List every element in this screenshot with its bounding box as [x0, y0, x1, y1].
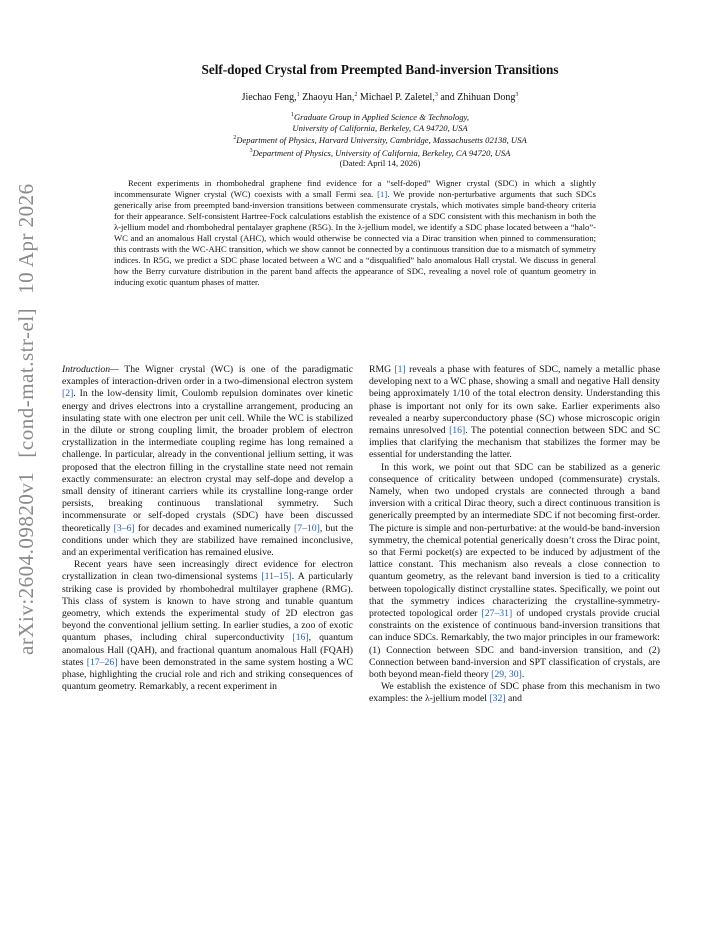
citation-link[interactable]: [27–31]	[481, 608, 513, 620]
citation-link[interactable]: [2]	[62, 388, 74, 400]
citation-link[interactable]: [3–6]	[113, 522, 135, 534]
author-name: Michael P. Zaletel,	[359, 92, 435, 103]
author-list	[100, 92, 660, 103]
paper-title: Self-doped Crystal from Preempted Band-inversion Transitions	[201, 62, 559, 77]
author-name: Zhaoyu Han,	[302, 92, 355, 103]
author-name: Jiechao Feng,	[241, 92, 297, 103]
dated-line: (Dated: April 14, 2026)	[339, 158, 421, 169]
citation-link[interactable]: [7–10]	[294, 522, 320, 534]
citation-link[interactable]: [11–15]	[261, 571, 292, 583]
paragraph: Recent years have seen increasingly direct evidence for electron crystallization in clean two-dimensional systems [11–15]. A particularly striking case is provided by rhombohedral multilayer graphene (RMG). This class of system is known to have strong and tunable quantum geometry, which extends the experimental study of 2D electron gas beyond the conventional jellium setting. In earlier studies, a zoo of exotic quantum phases, including chiral superconductivity [16], quantum anomalous Hall (QAH), and fractional quantum anomalous Hall (FQAH) states [17–26] have been demonstrated in the same system hosting a WC phase, highlighting the crucial role and rich and striking consequences of quantum geometry. Remarkably, a recent experiment in	[62, 559, 353, 693]
paragraph: RMG [1] reveals a phase with features of SDC, namely a metallic phase developing next to a WC phase, showing a small and negative Hall density being approximately 1/10 of the total electron density. Understanding this phase is important not only for its own sake. Earlier experiments also revealed a nearby superconductory phase (SC) whose microscopic origin remains unresolved [16]. The potential connection between SDC and SC implies that clarifying the mechanism that stabilizes the former may be essential for understanding the latter.	[369, 364, 661, 461]
affiliation-line: $^1$Graduate Group in Applied Science & Technology,	[290, 112, 470, 122]
arxiv-date: 10 Apr 2026	[14, 183, 38, 294]
citation-link[interactable]: [32]	[489, 693, 506, 705]
arxiv-id[interactable]: arXiv:2604.09820v1	[14, 471, 38, 655]
citation-link[interactable]: [1]	[377, 189, 388, 200]
section-label: Introduction—	[62, 364, 119, 375]
arxiv-category: [cond-mat.str-el]	[14, 307, 38, 458]
right-column	[369, 364, 660, 706]
author-affil-mark: 3	[515, 92, 519, 98]
affiliation-line: $^3$Department of Physics, University of California, Berkeley, CA 94720, USA	[249, 147, 511, 158]
citation-link[interactable]: [29, 30]	[491, 669, 522, 681]
author-affil-mark: 3	[434, 92, 438, 98]
paragraph: In this work, we point out that SDC can be stabilized as a generic consequence of criticality between undoped (commensurate) crystals. Namely, when two undoped crystals are connected through a band inversion with a critical Dirac theory, such a direct continuous transition is generically preempted by an intermediate SDC if not becoming first-order. The picture is simple and non-perturbative: at the would-be band-inversion symmetry, the chemical potential generically doesn’t cross the Dirac point, so that Fermi pocket(s) are expected to be induced by adjustment of the lattice constant. This mechanism also reveals a close connection to quantum geometry, as the relevant band inversion is tied to a criticality between topologically distinct crystalline states. Specifically, we point out that the symmetry indices characterizing the crystalline-symmetry-protected topological order [27–31] of undoped crystals provide crucial constraints on the existence of continuous band-inversion transitions that can induce SDCs. Remarkably, the two major principles in our framework: (1) Connection between SDC and band-inversion transition, and (2) Connection between band-inversion and SPT classification of crystals, are both beyond mean-field theory [29, 30].	[369, 461, 660, 681]
author-name: and Zhihuan Dong	[440, 92, 516, 103]
affiliations	[100, 110, 660, 169]
abstract: Recent experiments in rhombohedral graphene find evidence for a “self-doped” Wigner crystal (SDC) in which a slightly incommensurate Wigner crystal (WC) coexists with a small Fermi sea. [1]. We provide non-perturbative arguments that such SDCs generically arise from preempted band-inversion transitions between commensurate crystals, which motivates simple band-theory criteria for their appearance. Self-consistent Hartree-Fock calculations establish the existence of a SDC consistent with this mechanism in both the λ-jellium model and rhombohedral pentalayer graphene (R5G). In the λ-jellium model, we identify a SDC phase located between a “halo”-WC and an anomalous Hall crystal (AHC), which would otherwise be connected via a Dirac transition when pinned to commensuration; this contrasts with the WC-AHC transition, which we show cannot be connected by a continuous transition due to a mismatch of symmetry indices. In R5G, we predict a SDC phase located between a WC and a “disqualified” halo anomalous Hall crystal. We discuss in general how the Berry curvature distribution in the parent band affects the appearance of SDC, revealing a novel role of quantum geometry in inducing exotic quantum phases of matter.	[114, 178, 596, 288]
affiliation-line: $^2$Department of Physics, Harvard University, Cambridge, Massachusetts 02138, USA	[233, 135, 527, 146]
left-column	[62, 364, 353, 693]
author-affil-mark: 2	[354, 92, 358, 98]
citation-link[interactable]: [17–26]	[86, 656, 118, 668]
author-affil-mark: 1	[296, 92, 300, 98]
paragraph: Introduction— The Wigner crystal (WC) is one of the paradigmatic examples of interaction-driven order in a two-dimensional electron system [2]. In the low-density limit, Coulomb repulsion dominates over kinetic energy and drives electrons into a crystalline arrangement, producing an insulating state with one electron per unit cell. While the WC is stabilized in the dilute or strong coupling limit, the broader problem of electron crystallization in the intermediate coupling regime has long remained a challenge. In particular, already in the conventional jellium setting, it was proposed that the electron filling in the crystalline state need not remain exactly commensurate: an electron crystal may self-dope and develop a small density of itinerant carriers while its crystalline long-range order persists, breaking continuous translational symmetry. Such incommensurate or self-doped crystals (SDC) have been discussed theoretically [3–6] for decades and examined numerically [7–10], but the conditions under which they are stabilized have remained inconclusive, and an experimental verification has remained elusive.	[62, 364, 353, 559]
citation-link[interactable]: [16]	[292, 632, 309, 644]
citation-link[interactable]: [16]	[449, 425, 466, 437]
paragraph: We establish the existence of SDC phase from this mechanism in two examples: the λ-jellium model [32] and	[369, 681, 660, 705]
arxiv-sidebar-stamp	[14, 183, 39, 655]
affiliation-line: University of California, Berkeley, CA 94720, USA	[292, 122, 468, 133]
citation-link[interactable]: [1]	[394, 364, 406, 375]
